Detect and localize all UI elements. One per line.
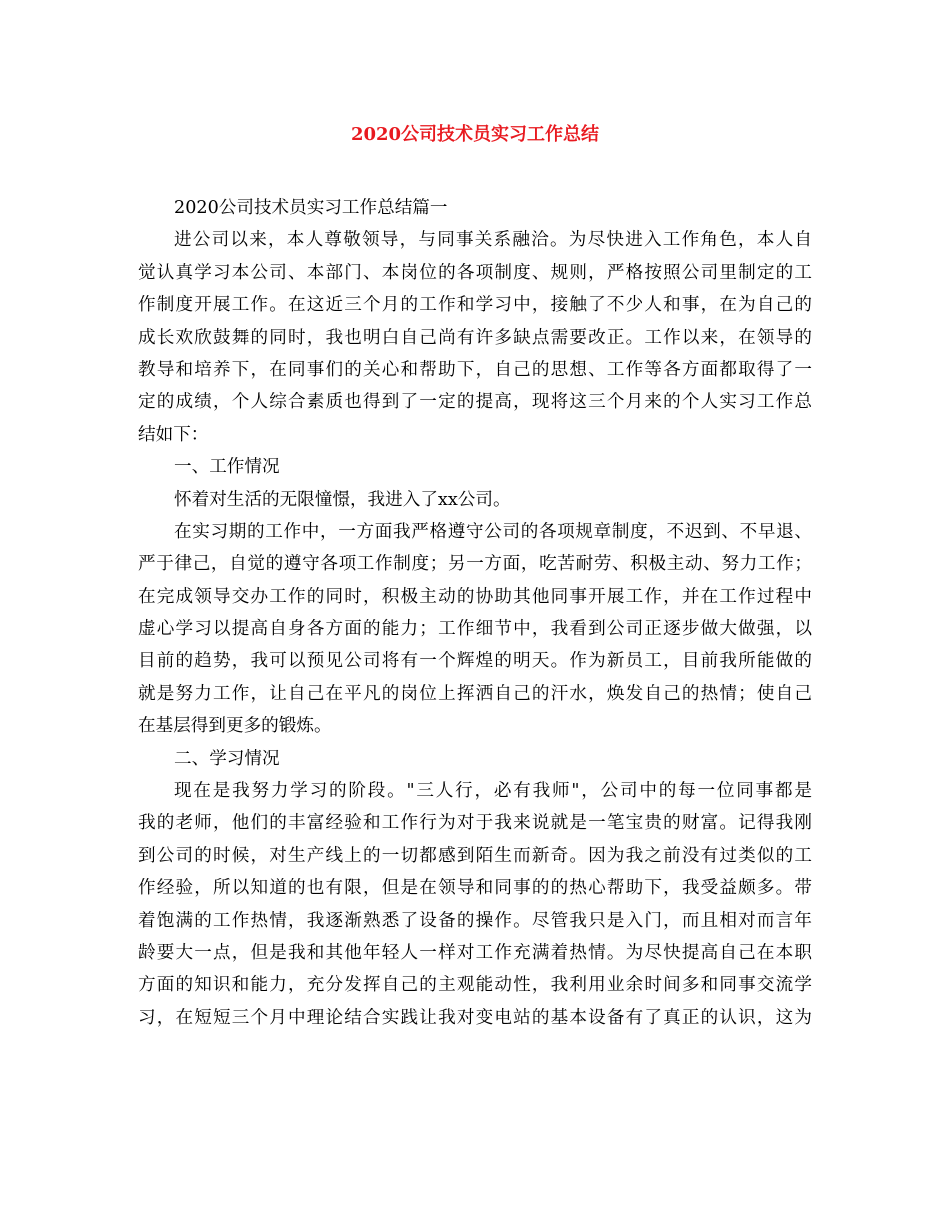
document-body <box>138 192 812 1034</box>
paragraph-line: 作经验，所以知道的也有限，但是在领导和同事的的热心帮助下，我受益颇多。带 <box>138 878 812 899</box>
paragraph-line: 习，在短短三个月中理论结合实践让我对变电站的基本设备有了真正的认识，这为 <box>138 1007 812 1028</box>
paragraph-line: 方面的知识和能力，充分发挥自己的主观能动性，我利用业余时间多和同事交流学 <box>138 975 812 996</box>
paragraph-line: 就是努力工作，让自己在平凡的岗位上挥洒自己的汗水，焕发自己的热情；使自己 <box>138 683 812 704</box>
paragraph-line: 现在是我努力学习的阶段。"三人行，必有我师"，公司中的每一位同事都是 <box>174 781 812 802</box>
section-heading-work: 一、工作情况 <box>174 457 280 478</box>
paragraph-line: 着饱满的工作热情，我逐渐熟悉了设备的操作。尽管我只是入门，而且相对而言年 <box>138 910 812 931</box>
paragraph-line: 在基层得到更多的锻炼。 <box>138 716 332 737</box>
section-heading-study: 二、学习情况 <box>174 748 280 769</box>
paragraph-line: 在完成领导交办工作的同时，积极主动的协助其他同事开展工作，并在工作过程中 <box>138 586 812 607</box>
paragraph-line: 怀着对生活的无限憧憬，我进入了xx公司。 <box>174 489 511 510</box>
paragraph-line: 龄要大一点，但是我和其他年轻人一样对工作充满着热情。为尽快提高自己在本职 <box>138 942 812 963</box>
paragraph-line: 觉认真学习本公司、本部门、本岗位的各项制度、规则，严格按照公司里制定的工 <box>138 262 812 283</box>
paragraph-line: 成长欢欣鼓舞的同时，我也明白自己尚有许多缺点需要改正。工作以来，在领导的 <box>138 327 812 348</box>
paragraph-line: 进公司以来，本人尊敬领导，与同事关系融洽。为尽快进入工作角色，本人自 <box>174 230 812 251</box>
paragraph-line: 目前的趋势，我可以预见公司将有一个辉煌的明天。作为新员工，目前我所能做的 <box>138 651 812 672</box>
paragraph-line: 严于律己，自觉的遵守各项工作制度；另一方面，吃苦耐劳、积极主动、努力工作； <box>138 554 812 575</box>
paragraph-line: 教导和培养下，在同事们的关心和帮助下，自己的思想、工作等各方面都取得了一 <box>138 359 812 380</box>
paragraph-line: 定的成绩，个人综合素质也得到了一定的提高，现将这三个月来的个人实习工作总 <box>138 392 812 413</box>
paragraph-line: 到公司的时候，对生产线上的一切都感到陌生而新奇。因为我之前没有过类似的工 <box>138 845 812 866</box>
paragraph-line: 虚心学习以提高自身各方面的能力；工作细节中，我看到公司正逐步做大做强，以 <box>138 619 812 640</box>
article-heading: 2020公司技术员实习工作总结篇一 <box>174 198 448 218</box>
paragraph-line: 在实习期的工作中，一方面我严格遵守公司的各项规章制度，不迟到、不早退、 <box>174 521 812 542</box>
paragraph-line: 作制度开展工作。在这近三个月的工作和学习中，接触了不少人和事，在为自己的 <box>138 295 812 316</box>
paragraph-line: 我的老师，他们的丰富经验和工作行为对于我来说就是一笔宝贵的财富。记得我刚 <box>138 813 812 834</box>
document-title: 2020公司技术员实习工作总结 <box>350 124 600 145</box>
paragraph-line: 结如下： <box>138 424 209 445</box>
